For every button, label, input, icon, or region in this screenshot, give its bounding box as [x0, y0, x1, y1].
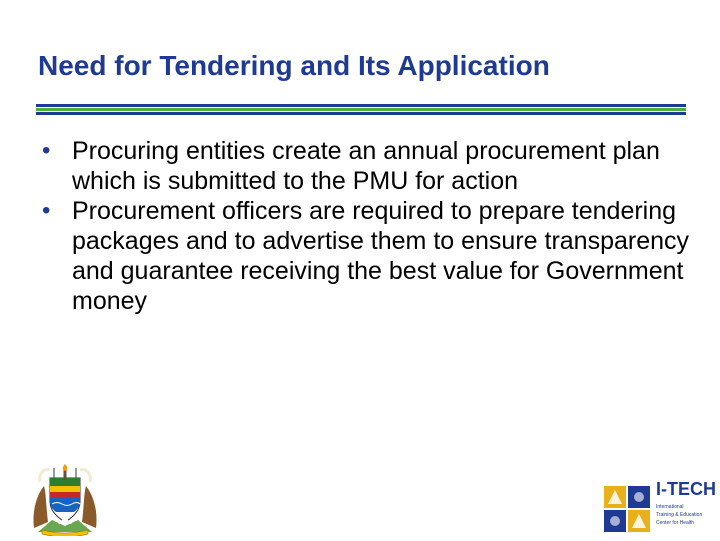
logo-subtitle-line: Center for Health [656, 520, 695, 526]
slide-title: Need for Tendering and Its Application [38, 50, 550, 81]
logo-wordmark: I-TECH [656, 479, 716, 499]
i-tech-logo-icon [598, 482, 656, 534]
title-underline [36, 104, 686, 118]
coat-of-arms-icon [28, 462, 102, 536]
bullet-marker-icon: • [42, 137, 51, 164]
logo-subtitle-line: Training & Education [656, 512, 703, 518]
bullet-list [40, 136, 700, 316]
underline-middle-stripe [36, 108, 686, 111]
bullet-item [40, 136, 700, 196]
bullet-text: Procuring entities create an annual procurement plan which is submitted to the PMU for action [72, 137, 660, 195]
logo-subtitle-line: International [656, 504, 684, 510]
i-tech-logo [598, 478, 714, 536]
bullet-text: Procurement officers are required to prepare tendering packages and to advertise them to ensure transparency and guarantee receiving the best value for Government money [72, 197, 690, 315]
bullet-item [40, 196, 700, 316]
bullet-marker-icon: • [42, 197, 51, 224]
underline-top-stripe [36, 104, 686, 107]
underline-bottom-stripe [36, 112, 686, 115]
